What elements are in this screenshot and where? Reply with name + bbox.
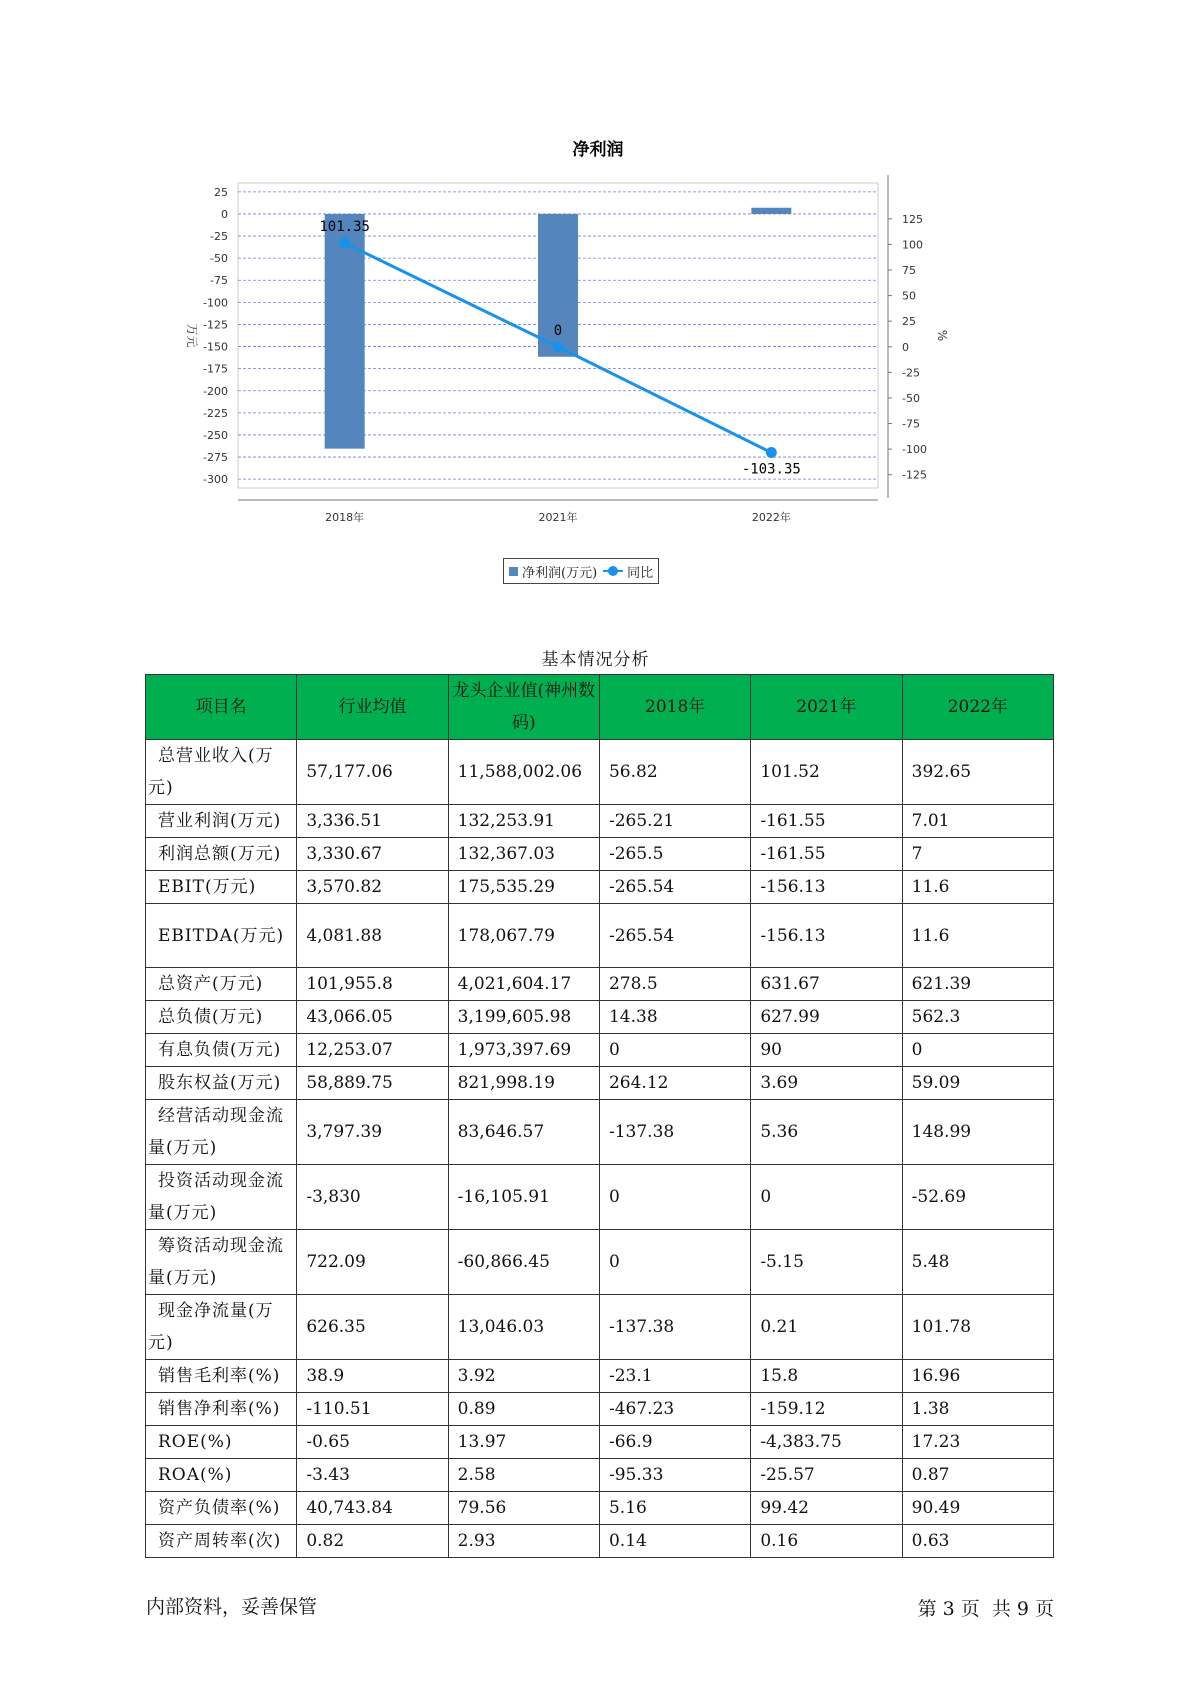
row-name-cell [146,904,297,968]
value-cell: 627.99 [751,1001,902,1034]
value-cell: -156.13 [751,871,902,904]
value-cell: 3,570.82 [297,871,448,904]
row-name-text: EBIT(万元) [158,877,257,897]
value-cell: 4,081.88 [297,904,448,968]
y-left-tick-label: -100 [203,296,228,310]
row-name-cell [146,871,297,904]
line-point-yoy [339,238,350,249]
table-row [146,871,1054,904]
table-header-cell: 龙头企业值(神州数码) [448,675,599,740]
value-cell: -265.21 [599,805,750,838]
y-left-tick-label: -300 [203,473,228,487]
table-row [146,805,1054,838]
table-row [146,1360,1054,1393]
value-cell: 101.78 [902,1295,1053,1360]
row-name-cell [146,1360,297,1393]
row-name-text: 资产周转率(次) [158,1531,282,1551]
row-name-text: 总营业收入(万元) [148,746,274,798]
value-cell: 7 [902,838,1053,871]
y-left-tick-label: -225 [203,406,228,420]
value-cell: -137.38 [599,1100,750,1165]
row-name-text: ROA(%) [158,1465,233,1485]
line-data-label: 0 [553,322,563,339]
value-cell: -16,105.91 [448,1165,599,1230]
value-cell: 56.82 [599,740,750,805]
bar-net-profit [751,208,791,214]
row-name-cell [146,805,297,838]
value-cell: 621.39 [902,968,1053,1001]
value-cell: -265.54 [599,904,750,968]
row-name-cell [146,1067,297,1100]
value-cell: 11,588,002.06 [448,740,599,805]
value-cell: 3,797.39 [297,1100,448,1165]
value-cell: 631.67 [751,968,902,1001]
value-cell: -137.38 [599,1295,750,1360]
row-name-cell [146,740,297,805]
value-cell: -265.5 [599,838,750,871]
y-left-tick-label: -125 [203,318,228,332]
value-cell: 0.16 [751,1525,902,1558]
value-cell: 14.38 [599,1001,750,1034]
legend-item-line [603,562,653,581]
value-cell: 57,177.06 [297,740,448,805]
table-row [146,740,1054,805]
value-cell: 90 [751,1034,902,1067]
value-cell: -110.51 [297,1393,448,1426]
y-right-tick-label: 50 [902,289,916,303]
row-name-cell [146,1165,297,1230]
value-cell: 0.63 [902,1525,1053,1558]
y-right-tick-label: 75 [902,263,916,277]
net-profit-chart [160,130,1040,600]
row-name-cell [146,1492,297,1525]
value-cell: -66.9 [599,1426,750,1459]
chart-canvas [160,130,1040,600]
value-cell: 175,535.29 [448,871,599,904]
table-row [146,838,1054,871]
row-name-text: 经营活动现金流量(万元) [148,1106,284,1158]
value-cell: 3,336.51 [297,805,448,838]
value-cell: 178,067.79 [448,904,599,968]
value-cell: 5.36 [751,1100,902,1165]
value-cell: -3,830 [297,1165,448,1230]
value-cell: 13,046.03 [448,1295,599,1360]
y-right-tick-label: 0 [902,340,909,354]
value-cell: 0 [751,1165,902,1230]
y-left-tick-label: -25 [210,230,228,244]
value-cell: -156.13 [751,904,902,968]
footer-page-number: 第 3 页 共 9 页 [917,1598,1054,1620]
line-point-yoy [553,341,564,352]
value-cell: -161.55 [751,805,902,838]
row-name-cell [146,1393,297,1426]
value-cell: 278.5 [599,968,750,1001]
y-right-tick-label: 100 [902,238,923,252]
table-row [146,1393,1054,1426]
row-name-cell [146,1100,297,1165]
y-left-tick-label: -75 [210,274,228,288]
value-cell: 11.6 [902,904,1053,968]
table-row [146,904,1054,968]
row-name-cell [146,1034,297,1067]
row-name-cell [146,1001,297,1034]
table-row [146,1001,1054,1034]
row-name-text: 资产负债率(%) [158,1498,281,1518]
basic-analysis-table [145,674,1054,1558]
chart-title: 净利润 [572,140,624,160]
row-name-text: 利润总额(万元) [158,844,282,864]
row-name-text: 筹资活动现金流量(万元) [148,1236,284,1288]
row-name-text: ROE(%) [158,1432,233,1452]
value-cell: -5.15 [751,1230,902,1295]
value-cell: -52.69 [902,1165,1053,1230]
table-row [146,1492,1054,1525]
value-cell: 132,367.03 [448,838,599,871]
value-cell: 101.52 [751,740,902,805]
y-right-tick-label: 25 [902,315,916,329]
y-left-tick-label: -150 [203,340,228,354]
legend-line-swatch [603,566,623,576]
y-left-tick-label: -275 [203,451,228,465]
y-left-axis-title: 万元 [185,323,199,348]
value-cell: 13.97 [448,1426,599,1459]
value-cell: 0.89 [448,1393,599,1426]
value-cell: 821,998.19 [448,1067,599,1100]
row-name-text: 现金净流量(万元) [148,1301,274,1353]
line-data-label: 101.35 [319,219,370,236]
value-cell: -95.33 [599,1459,750,1492]
row-name-cell [146,968,297,1001]
value-cell: 1,973,397.69 [448,1034,599,1067]
value-cell: 1.38 [902,1393,1053,1426]
row-name-text: 营业利润(万元) [158,811,282,831]
row-name-text: 销售毛利率(%) [158,1366,281,1386]
y-right-tick-label: -25 [902,366,920,380]
table-row [146,1034,1054,1067]
value-cell: 0.21 [751,1295,902,1360]
row-name-text: 总负债(万元) [158,1007,264,1027]
y-right-tick-label: -75 [902,417,920,431]
value-cell: 11.6 [902,871,1053,904]
y-right-tick-label: -125 [902,468,927,482]
y-right-tick-label: -100 [902,443,927,457]
table-header-row [146,675,1054,740]
value-cell: 4,021,604.17 [448,968,599,1001]
y-left-tick-label: -50 [210,252,228,266]
x-tick-label: 2021年 [538,511,578,524]
row-name-text: 总资产(万元) [158,974,264,994]
value-cell: 3,330.67 [297,838,448,871]
row-name-text: EBITDA(万元) [158,925,285,946]
row-name-text: 股东权益(万元) [158,1073,282,1093]
table-row [146,1459,1054,1492]
table-row [146,1165,1054,1230]
value-cell: 0 [599,1034,750,1067]
value-cell: 264.12 [599,1067,750,1100]
table-title: 基本情况分析 [541,650,650,670]
y-right-axis-title: % [935,329,949,342]
legend-item-bar [509,562,597,581]
value-cell: -4,383.75 [751,1426,902,1459]
value-cell: 0.82 [297,1525,448,1558]
legend-line-label: 同比 [627,565,654,581]
value-cell: -3.43 [297,1459,448,1492]
value-cell: 40,743.84 [297,1492,448,1525]
value-cell: 90.49 [902,1492,1053,1525]
chart-legend [503,558,659,584]
table-header-cell: 2018年 [599,675,750,740]
value-cell: 0 [599,1165,750,1230]
table-row [146,1426,1054,1459]
value-cell: 43,066.05 [297,1001,448,1034]
value-cell: 3.69 [751,1067,902,1100]
value-cell: -161.55 [751,838,902,871]
value-cell: 0 [599,1230,750,1295]
value-cell: 16.96 [902,1360,1053,1393]
row-name-cell [146,1295,297,1360]
value-cell: 59.09 [902,1067,1053,1100]
table-header-cell: 行业均值 [297,675,448,740]
row-name-text: 投资活动现金流量(万元) [148,1171,284,1223]
value-cell: 15.8 [751,1360,902,1393]
value-cell: 12,253.07 [297,1034,448,1067]
table-header-cell: 2021年 [751,675,902,740]
value-cell: 148.99 [902,1100,1053,1165]
footer-confidential-note: 内部资料，妥善保管 [146,1596,318,1618]
value-cell: -159.12 [751,1393,902,1426]
value-cell: 79.56 [448,1492,599,1525]
y-left-tick-label: -200 [203,384,228,398]
value-cell: 58,889.75 [297,1067,448,1100]
line-data-label: -103.35 [741,461,801,478]
legend-bar-label: 净利润(万元) [522,565,598,581]
row-name-cell [146,1525,297,1558]
legend-bar-swatch [509,567,518,576]
value-cell: 0 [902,1034,1053,1067]
table-row [146,1100,1054,1165]
value-cell: 83,646.57 [448,1100,599,1165]
x-tick-label: 2022年 [751,511,791,524]
table-header-cell: 项目名 [146,675,297,740]
value-cell: 101,955.8 [297,968,448,1001]
value-cell: 0.14 [599,1525,750,1558]
value-cell: 562.3 [902,1001,1053,1034]
value-cell: 722.09 [297,1230,448,1295]
value-cell: -265.54 [599,871,750,904]
value-cell: -467.23 [599,1393,750,1426]
value-cell: 5.16 [599,1492,750,1525]
value-cell: 3.92 [448,1360,599,1393]
y-left-tick-label: 0 [221,207,228,221]
row-name-cell [146,838,297,871]
table-row [146,1295,1054,1360]
value-cell: -25.57 [751,1459,902,1492]
table-row [146,1230,1054,1295]
value-cell: 38.9 [297,1360,448,1393]
table-header-cell: 2022年 [902,675,1053,740]
value-cell: 99.42 [751,1492,902,1525]
table-row [146,968,1054,1001]
table-row [146,1525,1054,1558]
y-left-tick-label: -175 [203,362,228,376]
x-tick-label: 2018年 [325,511,365,524]
table-row [146,1067,1054,1100]
value-cell: 3,199,605.98 [448,1001,599,1034]
y-right-tick-label: -50 [902,391,920,405]
y-left-tick-label: 25 [214,185,228,199]
y-left-tick-label: -250 [203,428,228,442]
row-name-cell [146,1230,297,1295]
value-cell: 17.23 [902,1426,1053,1459]
line-point-yoy [766,447,777,458]
y-right-tick-label: 125 [902,212,923,226]
value-cell: 5.48 [902,1230,1053,1295]
value-cell: 2.58 [448,1459,599,1492]
value-cell: 132,253.91 [448,805,599,838]
value-cell: -23.1 [599,1360,750,1393]
value-cell: 392.65 [902,740,1053,805]
value-cell: -0.65 [297,1426,448,1459]
row-name-cell [146,1459,297,1492]
value-cell: 2.93 [448,1525,599,1558]
value-cell: 7.01 [902,805,1053,838]
value-cell: -60,866.45 [448,1230,599,1295]
row-name-text: 有息负债(万元) [158,1040,282,1060]
row-name-cell [146,1426,297,1459]
value-cell: 626.35 [297,1295,448,1360]
row-name-text: 销售净利率(%) [158,1399,281,1419]
value-cell: 0.87 [902,1459,1053,1492]
